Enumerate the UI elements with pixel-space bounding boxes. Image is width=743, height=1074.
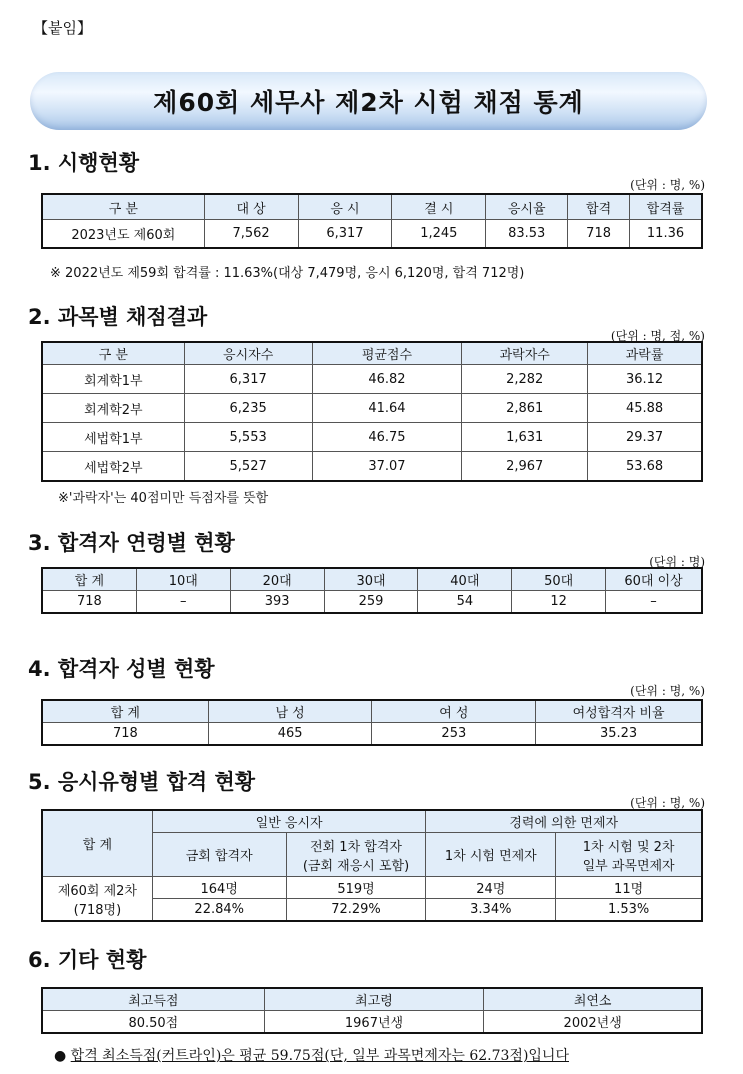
cell: 6,317 [298, 220, 392, 248]
status-table [42, 194, 702, 248]
section-1-note: ※ 2022년도 제59회 합격률 : 11.63%(대상 7,479명, 응시 6,120명, 합격 712명) [50, 266, 525, 281]
cell: 718 [43, 723, 209, 745]
cell: 22.84% [152, 899, 286, 921]
title-banner [30, 72, 707, 130]
table-header-row [43, 343, 702, 365]
cell: 465 [208, 723, 372, 745]
header-line: 1차 시험 및 2차 [582, 839, 675, 855]
header-cell: 여성합격자 비율 [536, 701, 702, 723]
header-cell: 응시율 [486, 195, 568, 220]
table-header-row [43, 701, 702, 723]
cell: 6,235 [184, 394, 312, 423]
exam-type-table [42, 810, 702, 921]
header-cell: 최연소 [484, 989, 702, 1011]
cell: 519명 [286, 877, 426, 899]
cell: 2002년생 [484, 1011, 702, 1033]
cell: 718 [568, 220, 630, 248]
header-cell: 합 계 [43, 811, 153, 877]
cell: 11명 [556, 877, 702, 899]
cell: 12 [512, 591, 606, 613]
bullet-icon: ● [54, 1048, 67, 1064]
table-header-row [43, 569, 702, 591]
cell: 53.68 [588, 452, 702, 481]
header-line: 전회 1차 합격자 [310, 839, 402, 855]
cell: 세법학1부 [43, 423, 185, 452]
cell: 세법학2부 [43, 452, 185, 481]
table-row [43, 723, 702, 745]
subject-results-table [42, 342, 702, 481]
cell: 1.53% [556, 899, 702, 921]
header-cell: 대 상 [204, 195, 298, 220]
section-2-title: 2. 과목별 채점결과 [28, 305, 208, 329]
cutline-note [54, 1045, 569, 1065]
cell: 7,562 [204, 220, 298, 248]
cell: 46.75 [312, 423, 462, 452]
header-cell: 10대 [136, 569, 230, 591]
table-row [43, 452, 702, 481]
age-table [42, 568, 702, 613]
cell: 5,553 [184, 423, 312, 452]
header-cell: 남 성 [208, 701, 372, 723]
cell: – [606, 591, 702, 613]
cell: 6,317 [184, 365, 312, 394]
cell: 2,967 [462, 452, 588, 481]
header-cell: 30대 [324, 569, 418, 591]
table-row [43, 1011, 702, 1033]
header-cell: 경력에 의한 면제자 [426, 811, 702, 833]
header-cell: 과락자수 [462, 343, 588, 365]
cell: 1967년생 [264, 1011, 484, 1033]
cell: 37.07 [312, 452, 462, 481]
table-row [43, 365, 702, 394]
cell: 2,282 [462, 365, 588, 394]
attachment-label: 【붙임】 [33, 19, 92, 37]
table-row [43, 423, 702, 452]
cell: 2023년도 제60회 [43, 220, 205, 248]
header-cell: 금회 합격자 [152, 833, 286, 877]
header-cell: 60대 이상 [606, 569, 702, 591]
cutline-text: 합격 최소득점(커트라인)은 평균 59.75점(단, 일부 과목면제자는 62.73점)입니다 [70, 1048, 569, 1064]
table-row [43, 877, 702, 899]
section-2-note: ※'과락자'는 40점미만 득점자를 뜻함 [58, 491, 269, 506]
cell: 259 [324, 591, 418, 613]
header-cell: 평균점수 [312, 343, 462, 365]
cell: 1,631 [462, 423, 588, 452]
cell: 35.23 [536, 723, 702, 745]
cell: 83.53 [486, 220, 568, 248]
page-title: 제60회 세무사 제2차 시험 채점 통계 [153, 88, 584, 117]
cell: 164명 [152, 877, 286, 899]
header-cell: 일반 응시자 [152, 811, 426, 833]
table-row [43, 394, 702, 423]
section-5-title: 5. 응시유형별 합격 현황 [28, 770, 256, 794]
header-cell [556, 833, 702, 877]
cell: 718 [43, 591, 137, 613]
header-cell: 결 시 [392, 195, 486, 220]
section-5-unit: (단위 : 명, %) [630, 796, 705, 810]
cell: 3.34% [426, 899, 556, 921]
section-2-unit: (단위 : 명, 점, %) [610, 329, 705, 343]
header-cell [286, 833, 426, 877]
header-cell: 응 시 [298, 195, 392, 220]
section-6-title: 6. 기타 현황 [28, 948, 147, 972]
header-line: (금회 재응시 포함) [302, 858, 410, 874]
section-1-unit: (단위 : 명, %) [630, 178, 705, 192]
table-row [43, 220, 702, 248]
cell: 회계학2부 [43, 394, 185, 423]
header-cell: 20대 [230, 569, 324, 591]
other-table [42, 988, 702, 1033]
header-cell: 합격률 [630, 195, 702, 220]
header-cell: 응시자수 [184, 343, 312, 365]
header-cell: 최고득점 [43, 989, 265, 1011]
cell: 1,245 [392, 220, 486, 248]
section-4-unit: (단위 : 명, %) [630, 684, 705, 698]
header-cell: 합격 [568, 195, 630, 220]
header-cell: 여 성 [372, 701, 536, 723]
table-header-row [43, 989, 702, 1011]
header-cell: 1차 시험 면제자 [426, 833, 556, 877]
table-header-row [43, 195, 702, 220]
cell: 253 [372, 723, 536, 745]
header-cell: 40대 [418, 569, 512, 591]
cell: 36.12 [588, 365, 702, 394]
cell: 5,527 [184, 452, 312, 481]
header-cell: 과락률 [588, 343, 702, 365]
cell: 393 [230, 591, 324, 613]
cell: 46.82 [312, 365, 462, 394]
header-cell: 합 계 [43, 701, 209, 723]
section-3-title: 3. 합격자 연령별 현황 [28, 531, 235, 555]
cell: 2,861 [462, 394, 588, 423]
header-cell: 합 계 [43, 569, 137, 591]
header-cell: 최고령 [264, 989, 484, 1011]
cell: – [136, 591, 230, 613]
section-3-unit: (단위 : 명) [649, 555, 705, 569]
cell: 29.37 [588, 423, 702, 452]
header-cell: 구 분 [43, 343, 185, 365]
gender-table [42, 700, 702, 745]
row-label-line: (718명) [73, 902, 122, 918]
cell: 72.29% [286, 899, 426, 921]
table-header-row [43, 811, 702, 833]
table-row [43, 591, 702, 613]
header-cell: 50대 [512, 569, 606, 591]
cell: 54 [418, 591, 512, 613]
row-label-cell [43, 877, 153, 921]
section-4-title: 4. 합격자 성별 현황 [28, 657, 215, 681]
cell: 24명 [426, 877, 556, 899]
row-label-line: 제60회 제2차 [57, 883, 137, 899]
header-line: 일부 과목면제자 [582, 858, 675, 874]
cell: 45.88 [588, 394, 702, 423]
cell: 회계학1부 [43, 365, 185, 394]
section-1-title: 1. 시행현황 [28, 151, 140, 175]
header-cell: 구 분 [43, 195, 205, 220]
cell: 41.64 [312, 394, 462, 423]
cell: 11.36 [630, 220, 702, 248]
cell: 80.50점 [43, 1011, 265, 1033]
